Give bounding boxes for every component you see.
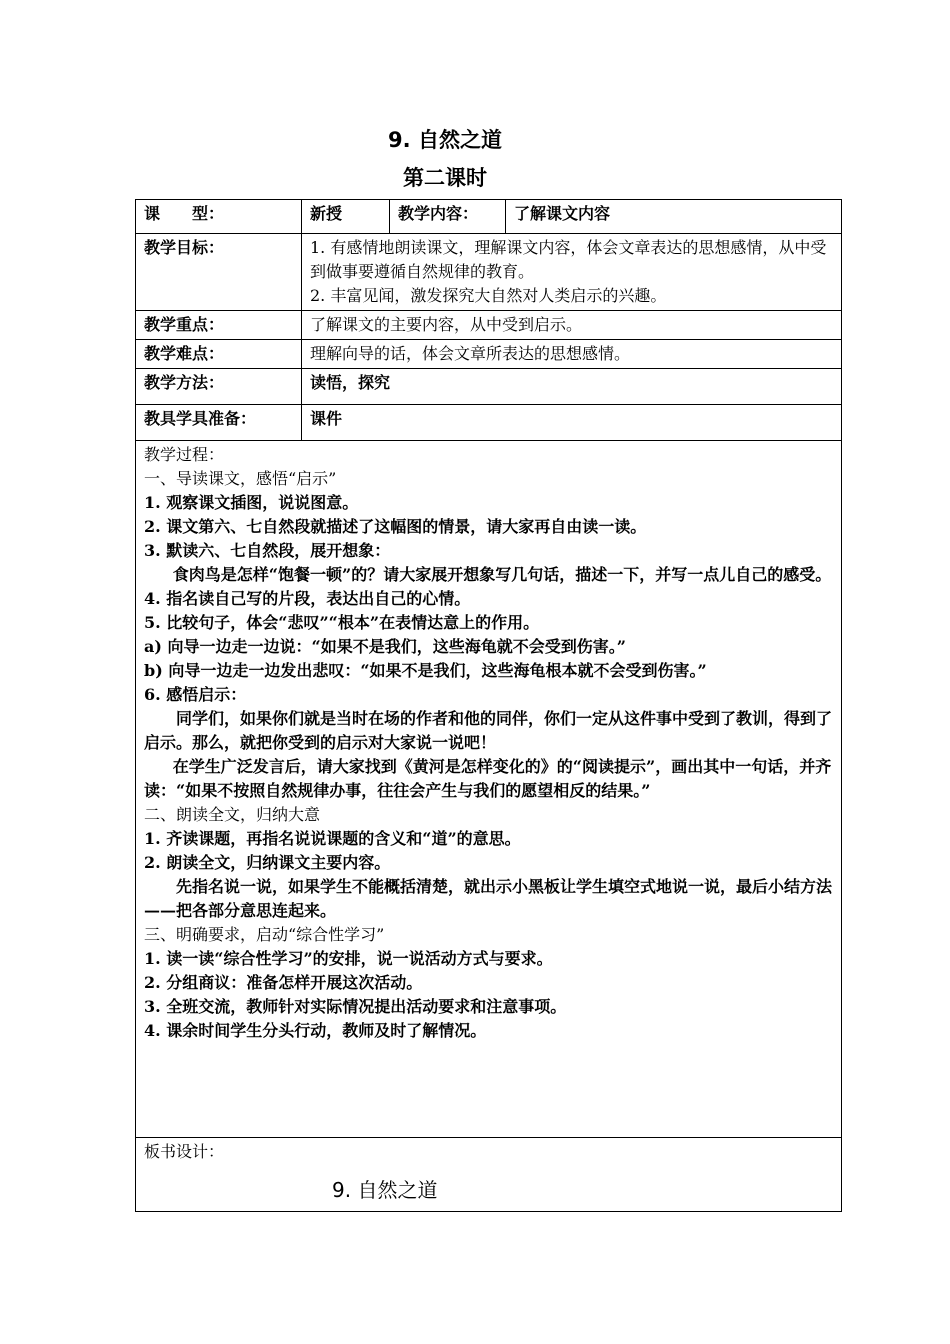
- content-label: 教学内容：: [390, 200, 506, 234]
- goal-item: 1. 有感情地朗读课文，理解课文内容，体会文章表达的思想感情，从中受到做事要遵循自然规律的教育。: [310, 238, 827, 281]
- board-title: 9. 自然之道: [332, 1178, 438, 1202]
- process-paragraph: 同学们，如果你们就是当时在场的作者和他的同伴，你们一定从这件事中受到了教训，得到了启示。那么，就把你受到的启示对大家说一说吧！: [144, 709, 833, 752]
- process-line: 4. 课余时间学生分头行动，教师及时了解情况。: [144, 1021, 487, 1040]
- type-value: 新授: [302, 200, 390, 234]
- board-cell: [136, 1138, 842, 1212]
- type-label: 课 型：: [136, 200, 302, 234]
- process-cell: [136, 441, 842, 1138]
- process-line: 3. 全班交流，教师针对实际情况提出活动要求和注意事项。: [144, 997, 567, 1016]
- difficulty-label: 教学难点：: [136, 340, 302, 369]
- process-line: 2. 朗读全文，归纳课文主要内容。: [144, 853, 391, 872]
- process-line: 4. 指名读自己写的片段，表达出自己的心情。: [144, 589, 471, 608]
- method-label: 教学方法：: [136, 369, 302, 405]
- board-label: 板书设计：: [144, 1142, 225, 1161]
- section-heading: 一、导读课文，感悟“启示”: [144, 469, 337, 488]
- goals-label: 教学目标：: [136, 234, 302, 311]
- method-value: 读悟，探究: [302, 369, 842, 405]
- process-paragraph: 在学生广泛发言后，请大家找到《黄河是怎样变化的》的“阅读提示”，画出其中一句话，并齐读：“如果不按照自然规律办事，往往会产生与我们的愿望相反的结果。”: [144, 757, 832, 800]
- process-line: 2. 课文第六、七自然段就描述了这幅图的情景，请大家再自由读一读。: [144, 517, 647, 536]
- tools-label: 教具学具准备：: [136, 405, 302, 441]
- process-line: 1. 观察课文插图，说说图意。: [144, 493, 359, 512]
- process-line: 6. 感悟启示：: [144, 685, 247, 704]
- lesson-plan-table: [135, 199, 842, 1212]
- tools-value: 课件: [302, 405, 842, 441]
- section-heading: 二、朗读全文，归纳大意: [144, 805, 321, 824]
- focus-label: 教学重点：: [136, 311, 302, 340]
- document-subtitle: 第二课时: [403, 166, 487, 190]
- process-paragraph: 食肉鸟是怎样“饱餐一顿”的？请大家展开想象写几句话，描述一下，并写一点儿自己的感受。: [172, 565, 832, 584]
- goals-cell: [302, 234, 842, 311]
- process-line: 2. 分组商议：准备怎样开展这次活动。: [144, 973, 423, 992]
- process-line: 5. 比较句子，体会“悲叹”“根本”在表情达意上的作用。: [144, 613, 540, 632]
- process-label: 教学过程：: [144, 445, 225, 464]
- focus-value: 了解课文的主要内容，从中受到启示。: [302, 311, 842, 340]
- process-line: 1. 读一读“综合性学习”的安排，说一说活动方式与要求。: [144, 949, 553, 968]
- process-line: 3. 默读六、七自然段，展开想象：: [144, 541, 391, 560]
- content-value: 了解课文内容: [506, 200, 842, 234]
- goal-item: 2. 丰富见闻，激发探究大自然对人类启示的兴趣。: [310, 286, 667, 305]
- document-title: 9. 自然之道: [388, 128, 502, 152]
- process-line: b) 向导一边走一边发出悲叹：“如果不是我们，这些海龟根本就不会受到伤害。”: [144, 661, 707, 680]
- difficulty-value: 理解向导的话，体会文章所表达的思想感情。: [302, 340, 842, 369]
- process-line: 1. 齐读课题，再指名说说课题的含义和“道”的意思。: [144, 829, 521, 848]
- process-paragraph: 先指名说一说，如果学生不能概括清楚，就出示小黑板让学生填空式地说一说，最后小结方法——把各部分意思连起来。: [144, 877, 833, 920]
- section-heading: 三、明确要求，启动“综合性学习”: [144, 925, 385, 944]
- process-line: a) 向导一边走一边说：“如果不是我们，这些海龟就不会受到伤害。”: [144, 637, 626, 656]
